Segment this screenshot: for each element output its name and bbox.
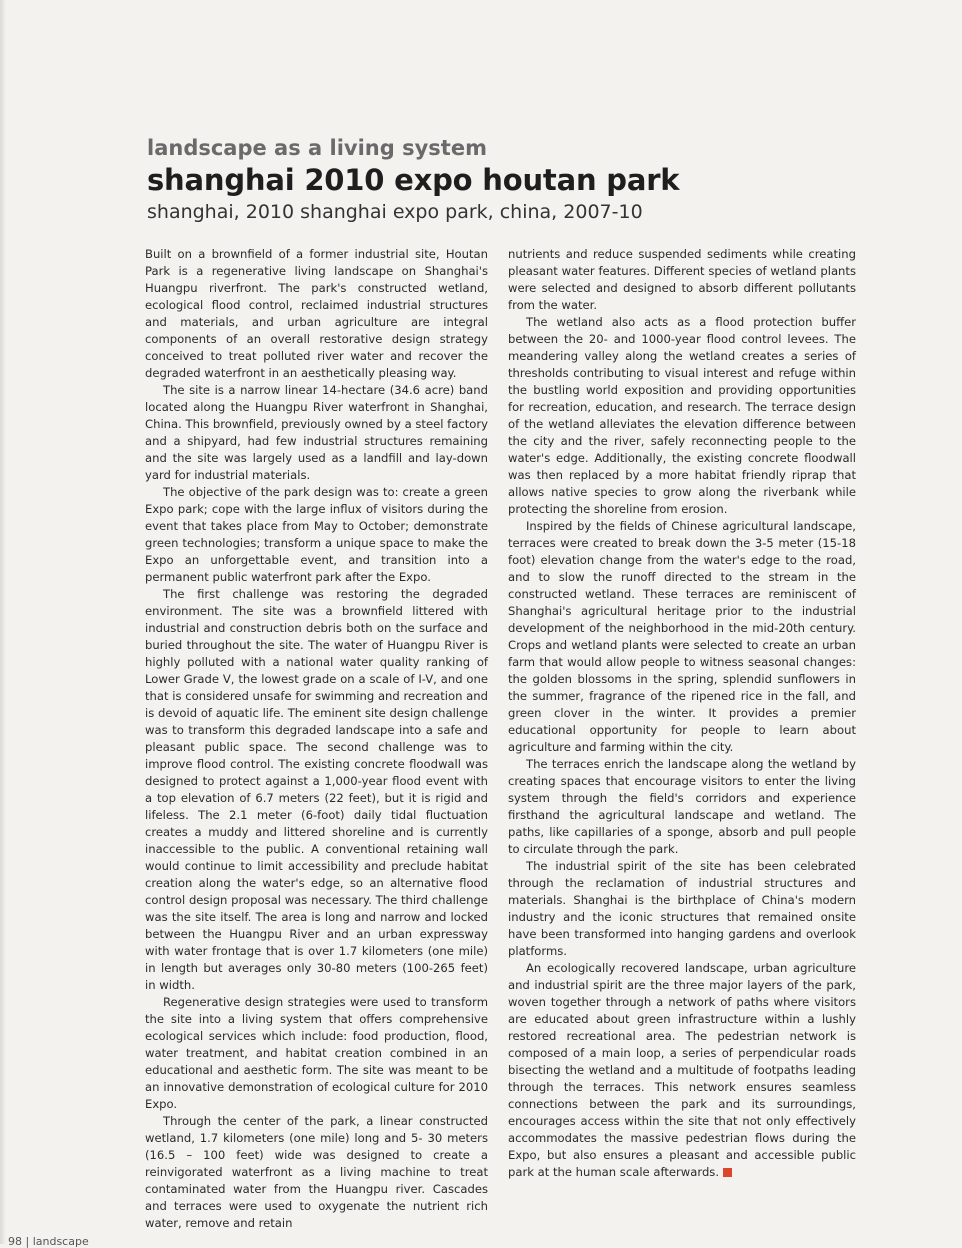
right-column (508, 246, 856, 1181)
conclusion-text: An ecologically recovered landscape, urban agriculture and industrial spirit are the three major layers of the park, woven together through a network of paths where visitors are educated about green infrastructure within a lushly restored recreational area. The pedestrian network is composed of a main loop, a series of perpendicular roads bisecting the wetland and a multitude of footpaths leading through the terraces. This network ensures seamless connections between the park and its surroundings, encourages access within the site that not only effectively accommodates the massive pedestrian flows during the Expo, but also ensures a pleasant and accessible public park at the human scale afterwards. (508, 961, 856, 1179)
end-mark-icon (723, 1168, 732, 1177)
paragraph-flood-buffer: The wetland also acts as a flood protection buffer between the 20- and 1000-year flood control levees. The meandering valley along the wetland creates a series of thresholds contributing to visual interest and refuge within the bustling world exposition and providing opportunities for recreation, education, and research. The terrace design of the wetland alleviates the elevation difference between the city and the river, safely reconnecting people to the water's edge. Additionally, the existing concrete floodwall was then replaced by a more habitat friendly riprap that allows native species to grow along the riverbank while protecting the shoreline from erosion. (508, 315, 856, 516)
page-footer: 98 | landscape (8, 1235, 89, 1248)
article-subtitle: shanghai, 2010 shanghai expo park, china, 2007-10 (147, 201, 643, 223)
spine-shadow (0, 0, 6, 1244)
paragraph-challenges: The first challenge was restoring the degraded environment. The site was a brownfield littered with industrial and construction debris both on the surface and buried throughout the site. The water of Huangpu River is highly polluted with a national water quality ranking of Lower Grade V, the lowest grade on a scale of I-V, and one that is considered unsafe for swimming and recreation and is devoid of aquatic life. The eminent site design challenge was to transform this degraded landscape into a safe and pleasant public space. The second challenge was to improve flood control. The existing concrete floodwall was designed to protect against a 1,000-year flood event with a top elevation of 6.7 meters (22 feet), but it is rigid and lifeless. The 2.1 meter (6-foot) daily tidal fluctuation creates a muddy and littered shoreline and is currently inaccessible to the public. A conventional retaining wall would continue to limit accessibility and preclude habitat creation along the water's edge, so an alternative flood control design proposal was necessary. The third challenge was the site itself. The area is long and narrow and locked between the Huangpu River and an urban expressway with water frontage that is over 1.7 kilometers (one mile) in length but averages only 30-80 meters (100-265 feet) in width. (145, 587, 488, 992)
paragraph-industrial: The industrial spirit of the site has been celebrated through the reclamation of industrial structures and materials. Shanghai is the birthplace of China's modern industry and the iconic structures that remained onsite have been transformed into hanging gardens and overlook platforms. (508, 859, 856, 958)
article-title: shanghai 2010 expo houtan park (147, 163, 680, 197)
paragraph-conclusion (508, 960, 856, 1181)
section-label: landscape as a living system (147, 136, 487, 160)
paragraph-terraces-landscape: The terraces enrich the landscape along the wetland by creating spaces that encourage visitors to enter the living system through the field's corridors and experience firsthand the agricultural landscape and wetland. The paths, like capillaries of a sponge, absorb and pull people to circulate through the park. (508, 757, 856, 856)
paragraph-wetland: Through the center of the park, a linear constructed wetland, 1.7 kilometers (one mile) long and 5- 30 meters (16.5 – 100 feet) wide was designed to create a reinvigorated waterfront as a living machine to treat contaminated water from the Huangpu river. Cascades and terraces were used to oxygenate the nutrient rich water, remove and retain (145, 1114, 488, 1230)
paragraph-objective: The objective of the park design was to: create a green Expo park; cope with the large influx of visitors during the event that takes place from May to October; demonstrate green technologies; transform a unique space to make the Expo an unforgettable event, and transition into a permanent public waterfront park after the Expo. (145, 485, 488, 584)
paragraph-site: The site is a narrow linear 14-hectare (34.6 acre) band located along the Huangpu River waterfront in Shanghai, China. This brownfield, previously owned by a steel factory and a shipyard, had few industrial structures remaining and the site was largely used as a landfill and lay-down yard for industrial materials. (145, 383, 488, 482)
paragraph-terraces: Inspired by the fields of Chinese agricultural landscape, terraces were created to break down the 3-5 meter (15-18 foot) elevation change from the water's edge to the road, and to slow the runoff directed to the stream in the constructed wetland. These terraces are reminiscent of Shanghai's agricultural heritage prior to the industrial development of the neighborhood in the mid-20th century. Crops and wetland plants were selected to create an urban farm that would allow people to witness seasonal changes: the golden blossoms in the spring, splendid sunflowers in the summer, fragrance of the ripened rice in the fall, and green clover in the winter. It provides a premier educational opportunity for people to learn about agriculture and farming within the city. (508, 519, 856, 754)
paragraph-wetland-continued: nutrients and reduce suspended sediments while creating pleasant water features. Different species of wetland plants were selected and designed to absorb different pollutants from the water. (508, 247, 856, 312)
left-column (145, 246, 488, 1232)
paragraph-intro: Built on a brownfield of a former industrial site, Houtan Park is a regenerative living landscape on Shanghai's Huangpu riverfront. The park's constructed wetland, ecological flood control, reclaimed industrial structures and materials, and urban agriculture are integral components of an overall restorative design strategy conceived to treat polluted river water and recover the degraded waterfront in an aesthetically pleasing way. (145, 247, 488, 380)
paragraph-strategies: Regenerative design strategies were used to transform the site into a living system that offers comprehensive ecological services which include: food production, flood, water treatment, and habitat creation combined in an educational and aesthetic form. The site was meant to be an innovative demonstration of ecological culture for 2010 Expo. (145, 995, 488, 1111)
